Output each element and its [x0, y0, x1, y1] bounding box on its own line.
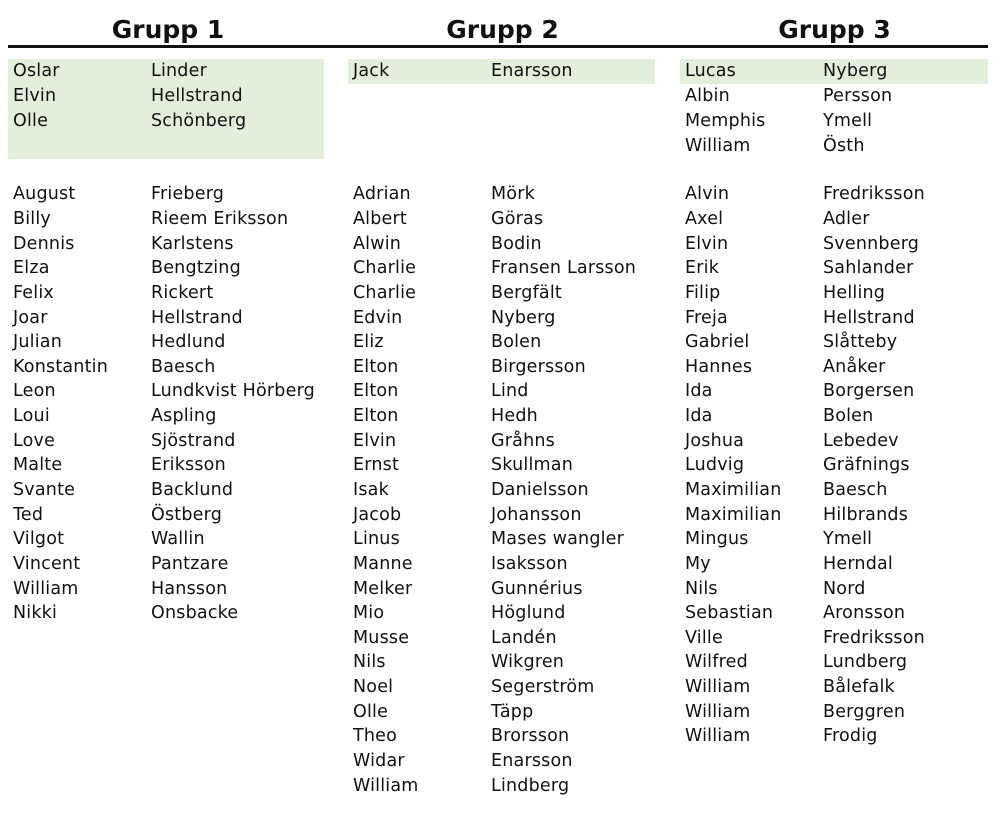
last-name: Pantzare: [151, 553, 229, 574]
name-row: [680, 699, 925, 724]
first-name: August: [13, 184, 76, 205]
last-name: Frodig: [823, 726, 878, 747]
last-name: Bengtzing: [151, 258, 241, 279]
first-name: Loui: [13, 406, 50, 427]
first-name: Elton: [353, 381, 399, 402]
first-name: Erik: [685, 258, 720, 279]
first-name: William: [685, 135, 751, 156]
last-name: Onsbacke: [151, 603, 239, 624]
first-name: Eliz: [353, 332, 384, 353]
name-row: [680, 428, 925, 453]
name-row: [680, 330, 925, 355]
group-3-assistants: [680, 84, 892, 158]
last-name: Göras: [491, 208, 544, 229]
name-row: [348, 330, 636, 355]
last-name: Bolen: [823, 406, 874, 427]
first-name: William: [685, 701, 751, 722]
name-row: [680, 256, 925, 281]
last-name: Baesch: [823, 480, 888, 500]
name-row: [348, 552, 636, 577]
first-name: Julian: [13, 332, 62, 353]
name-row: [8, 576, 315, 601]
last-name: Wallin: [151, 529, 205, 550]
first-name: Linus: [353, 529, 400, 550]
last-name: Hellstrand: [151, 307, 243, 328]
last-name: Fransen Larsson: [491, 258, 637, 279]
name-row: [348, 305, 636, 330]
name-row: [680, 601, 925, 626]
first-name: William: [685, 726, 751, 747]
name-row: [8, 305, 315, 330]
first-name: Musse: [353, 627, 410, 648]
first-name: Alwin: [353, 233, 402, 254]
last-name: Hedh: [491, 406, 538, 427]
last-name: Lundkvist Hörberg: [151, 381, 315, 402]
first-name: Ville: [685, 627, 723, 648]
last-name: Rickert: [151, 282, 214, 303]
last-name: Lindberg: [491, 775, 570, 796]
first-name: Olle: [353, 701, 389, 722]
name-row: [680, 281, 925, 306]
name-row: [348, 576, 636, 601]
last-name: Sahlander: [823, 258, 914, 279]
name-row: [8, 354, 315, 379]
last-name: Baesch: [151, 356, 216, 377]
name-row: [348, 404, 636, 429]
group-1-leaders: [8, 59, 246, 133]
name-row: [8, 59, 246, 84]
last-name: Sjöstrand: [151, 430, 236, 451]
name-row: [8, 601, 315, 626]
last-name: Isaksson: [491, 553, 568, 574]
last-name: Aspling: [151, 406, 217, 427]
last-name: Hellstrand: [823, 307, 915, 328]
first-name: Isak: [353, 480, 389, 500]
first-name: Dennis: [13, 233, 75, 254]
first-name: Nikki: [13, 603, 58, 624]
name-row: [680, 84, 892, 109]
first-name: Maximilian: [685, 504, 782, 525]
name-row: [680, 527, 925, 552]
last-name: Linder: [151, 61, 207, 82]
name-row: [8, 330, 315, 355]
first-name: Melker: [353, 578, 413, 599]
last-name: Mörk: [491, 184, 535, 205]
last-name: Schönberg: [151, 110, 247, 131]
first-name: Vincent: [13, 553, 81, 574]
first-name: Oslar: [13, 61, 60, 82]
last-name: Frieberg: [151, 184, 225, 205]
last-name: Bergfält: [491, 282, 562, 303]
name-row: [8, 281, 315, 306]
name-row: [348, 207, 636, 232]
first-name: Joar: [13, 307, 48, 328]
last-name: Landén: [491, 627, 557, 648]
name-row: [348, 699, 636, 724]
group-2-title: Grupp 2: [446, 15, 559, 44]
last-name: Ymell: [823, 110, 873, 131]
last-name: Anåker: [823, 356, 886, 377]
first-name: Ida: [685, 381, 713, 402]
name-row: [680, 207, 925, 232]
last-name: Hansson: [151, 578, 228, 599]
name-row: [8, 182, 315, 207]
group-1-title: Grupp 1: [111, 15, 225, 44]
first-name: Elza: [13, 258, 50, 279]
name-row: [348, 724, 636, 749]
group-3-members: [680, 182, 925, 749]
last-name: Östberg: [151, 504, 223, 525]
name-row: [680, 133, 892, 158]
first-name: Albert: [353, 208, 407, 229]
first-name: Edvin: [353, 307, 403, 328]
last-name: Östh: [823, 135, 865, 156]
last-name: Enarsson: [491, 61, 573, 82]
name-row: [8, 84, 246, 109]
last-name: Rieem Eriksson: [151, 208, 289, 229]
group-2-leaders: [348, 59, 573, 84]
header-rule: [8, 45, 988, 48]
first-name: Mio: [353, 603, 385, 624]
name-row: [680, 305, 925, 330]
last-name: Fredriksson: [823, 184, 925, 205]
first-name: Freja: [685, 307, 728, 328]
first-name: Leon: [13, 381, 56, 402]
name-row: [8, 231, 315, 256]
last-name: Borgersen: [823, 381, 915, 402]
name-row: [8, 404, 315, 429]
name-row: [8, 256, 315, 281]
header-row: [0, 0, 1000, 48]
first-name: Jacob: [353, 504, 402, 525]
last-name: Nyberg: [491, 307, 556, 328]
name-row: [348, 256, 636, 281]
name-row: [348, 773, 636, 798]
last-name: Slåtteby: [823, 332, 898, 353]
last-name: Gunnérius: [491, 578, 583, 599]
name-row: [680, 724, 925, 749]
first-name: Olle: [13, 110, 49, 131]
name-row: [8, 478, 315, 503]
name-row: [680, 576, 925, 601]
name-row: [680, 478, 925, 503]
name-row: [348, 379, 636, 404]
name-row: [680, 182, 925, 207]
last-name: Enarsson: [491, 751, 573, 772]
name-row: [680, 59, 888, 84]
group-1-members: [8, 182, 315, 626]
group-3-title: Grupp 3: [778, 15, 891, 44]
first-name: Malte: [13, 455, 63, 476]
first-name: Sebastian: [685, 603, 774, 624]
first-name: Filip: [685, 282, 721, 303]
name-row: [348, 182, 636, 207]
name-row: [680, 502, 925, 527]
first-name: Charlie: [353, 282, 417, 303]
first-name: Theo: [353, 726, 398, 747]
first-name: Ted: [13, 504, 44, 525]
first-name: Ludvig: [685, 455, 745, 476]
name-row: [680, 109, 892, 134]
name-row: [680, 552, 925, 577]
last-name: Birgersson: [491, 356, 586, 377]
last-name: Lind: [491, 381, 529, 402]
last-name: Gråhns: [491, 430, 555, 451]
name-row: [680, 231, 925, 256]
first-name: Gabriel: [685, 332, 750, 353]
first-name: Albin: [685, 86, 730, 107]
last-name: Nord: [823, 578, 866, 599]
name-row: [680, 453, 925, 478]
first-name: Noel: [353, 677, 394, 698]
first-name: Maximilian: [685, 480, 782, 500]
last-name: Gräfnings: [823, 455, 910, 476]
last-name: Karlstens: [151, 233, 234, 254]
first-name: Elvin: [13, 85, 57, 106]
last-name: Segerström: [491, 677, 595, 698]
name-row: [348, 502, 636, 527]
first-name: Svante: [13, 480, 76, 500]
name-row: [8, 552, 315, 577]
name-row: [680, 354, 925, 379]
name-row: [348, 478, 636, 503]
first-name: Joshua: [685, 430, 745, 451]
first-name: My: [685, 553, 711, 574]
last-name: Skullman: [491, 455, 573, 476]
first-name: Elton: [353, 406, 399, 427]
first-name: Mingus: [685, 529, 749, 550]
last-name: Wikgren: [491, 652, 565, 673]
last-name: Backlund: [151, 480, 234, 500]
last-name: Johansson: [491, 504, 582, 525]
last-name: Lebedev: [823, 430, 899, 451]
first-name: Billy: [13, 208, 51, 229]
first-name: Vilgot: [13, 529, 65, 550]
last-name: Berggren: [823, 701, 906, 722]
name-row: [8, 207, 315, 232]
last-name: Danielsson: [491, 480, 589, 500]
name-row: [348, 650, 636, 675]
first-name: William: [685, 677, 751, 698]
first-name: Manne: [353, 553, 413, 574]
name-row: [348, 231, 636, 256]
name-row: [680, 626, 925, 651]
group-3-leaders: [680, 59, 888, 84]
last-name: Bolen: [491, 332, 542, 353]
last-name: Täpp: [491, 701, 534, 722]
name-row: [348, 527, 636, 552]
last-name: Eriksson: [151, 455, 226, 476]
name-row: [680, 675, 925, 700]
last-name: Lundberg: [823, 652, 908, 673]
last-name: Persson: [823, 86, 893, 107]
last-name: Bodin: [491, 233, 542, 254]
name-row: [348, 749, 636, 774]
first-name: William: [13, 578, 79, 599]
last-name: Helling: [823, 282, 886, 303]
name-row: [680, 404, 925, 429]
last-name: Höglund: [491, 603, 566, 624]
first-name: Memphis: [685, 110, 766, 131]
name-row: [348, 626, 636, 651]
first-name: Jack: [353, 61, 390, 82]
name-row: [8, 108, 246, 133]
name-row: [8, 527, 315, 552]
name-row: [348, 675, 636, 700]
first-name: Hannes: [685, 356, 753, 377]
first-name: Love: [13, 430, 56, 451]
name-row: [348, 428, 636, 453]
last-name: Hedlund: [151, 332, 226, 353]
first-name: Axel: [685, 208, 724, 229]
first-name: Felix: [13, 282, 54, 303]
first-name: Elvin: [353, 430, 397, 451]
last-name: Herndal: [823, 553, 893, 574]
first-name: Nils: [685, 578, 718, 599]
name-row: [348, 453, 636, 478]
name-row: [680, 650, 925, 675]
name-row: [680, 379, 925, 404]
first-name: Adrian: [353, 184, 411, 205]
last-name: Hellstrand: [151, 85, 243, 106]
group-2-members: [348, 182, 636, 798]
name-row: [8, 453, 315, 478]
last-name: Brorsson: [491, 726, 570, 747]
last-name: Mases wangler: [491, 529, 625, 550]
name-row: [348, 59, 573, 84]
first-name: William: [353, 775, 419, 796]
last-name: Nyberg: [823, 61, 888, 82]
first-name: Nils: [353, 652, 386, 673]
name-row: [348, 354, 636, 379]
name-row: [348, 601, 636, 626]
first-name: Wilfred: [685, 652, 748, 673]
first-name: Konstantin: [13, 356, 109, 377]
last-name: Hilbrands: [823, 504, 909, 525]
last-name: Bålefalk: [823, 677, 895, 698]
first-name: Alvin: [685, 184, 730, 205]
first-name: Ernst: [353, 455, 400, 476]
last-name: Adler: [823, 208, 870, 229]
name-row: [8, 428, 315, 453]
first-name: Ida: [685, 406, 713, 427]
first-name: Widar: [353, 751, 405, 772]
name-row: [348, 281, 636, 306]
first-name: Elton: [353, 356, 399, 377]
first-name: Charlie: [353, 258, 417, 279]
last-name: Ymell: [823, 529, 873, 550]
last-name: Svennberg: [823, 233, 920, 254]
name-row: [8, 379, 315, 404]
first-name: Elvin: [685, 233, 729, 254]
last-name: Fredriksson: [823, 627, 925, 648]
name-row: [8, 502, 315, 527]
first-name: Lucas: [685, 61, 736, 82]
last-name: Aronsson: [823, 603, 906, 624]
